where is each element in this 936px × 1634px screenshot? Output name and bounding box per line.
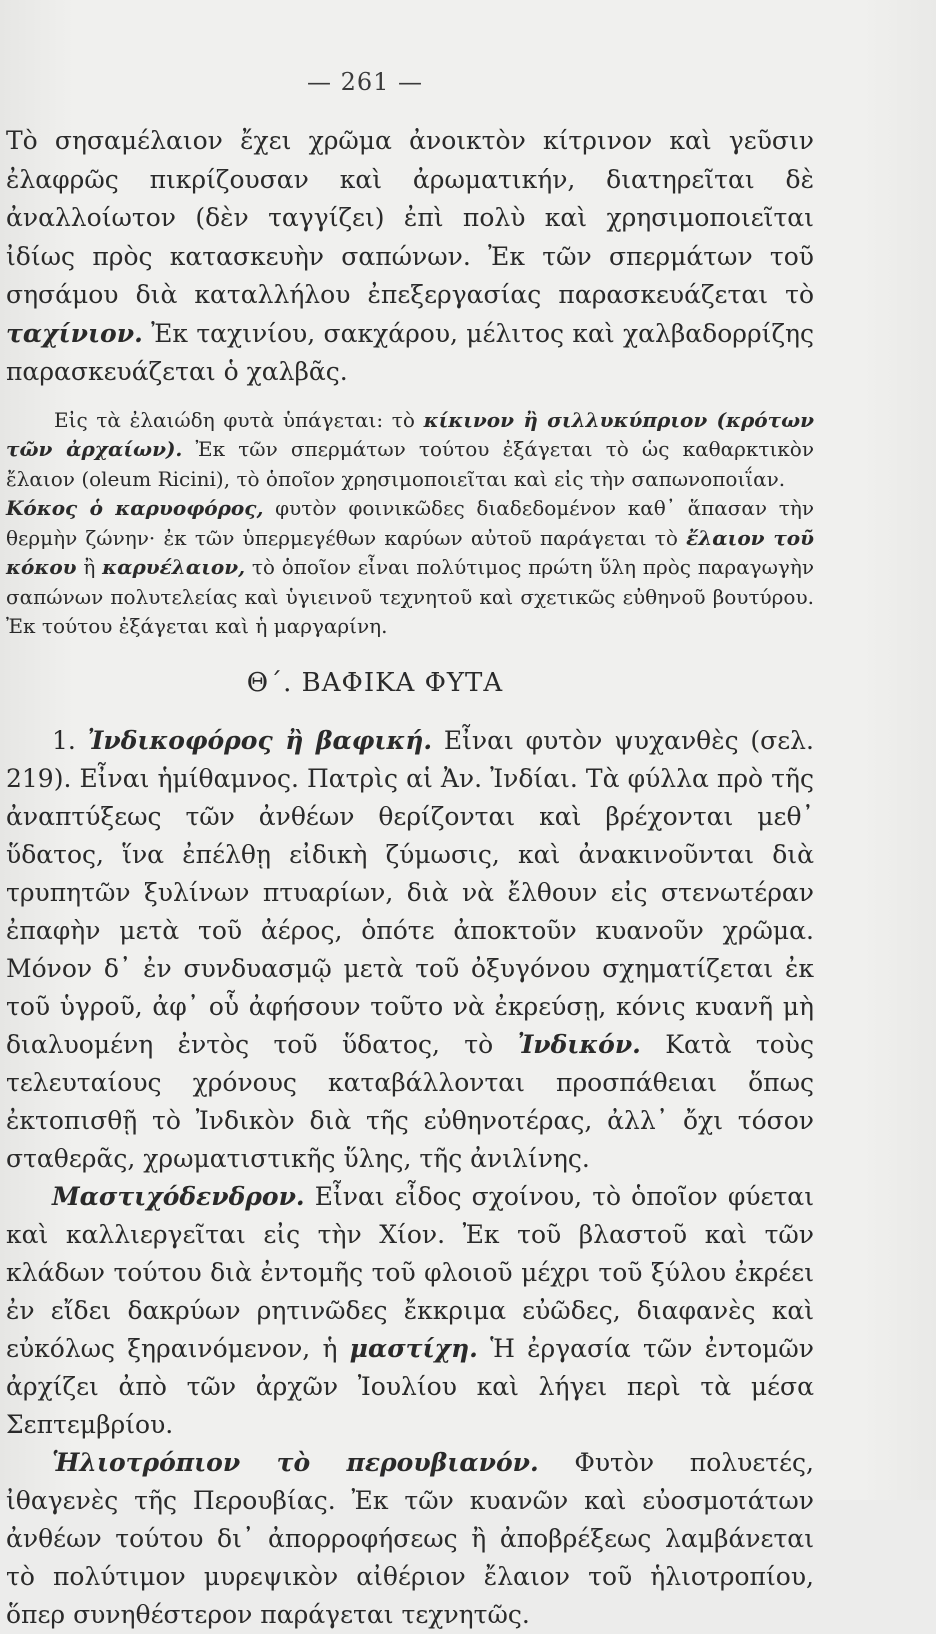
mastiche-term: μαστίχη. <box>349 1333 478 1363</box>
indigo-number: 1. <box>52 725 88 755</box>
oil-plants-lead: Εἰς τὰ ἐλαιώδη φυτὰ ὑπάγεται: τὸ <box>54 407 424 432</box>
indigo-paragraph <box>6 722 814 1178</box>
heliotrope-paragraph <box>6 1444 814 1634</box>
mastic-tail: Ἡ ἐργασία τῶν ἐντομῶν ἀρχίζει ἀπὸ τῶν ἀρχῶν Ἰουλίου καὶ λήγει περὶ τὰ μέσα Σεπτεμβρίου. <box>6 1333 814 1439</box>
ricinus-text: Ἐκ τῶν σπερμάτων τούτου ἐξάγεται τὸ ὡς καθαρκτικὸν ἔλαιον (oleum Ricini), τὸ ὁποῖον χρησιμοποιεῖται καὶ εἰς τὴν σαπωνοποιΐαν. <box>6 437 814 491</box>
sesame-section <box>6 122 814 392</box>
halva-text: Ἐκ ταχινίου, σακχάρου, μέλιτος καὶ χαλβαδορρίζης παρασκευάζεται ὁ χαλβᾶς. <box>6 318 814 386</box>
coconut-paragraph <box>6 494 814 642</box>
oil-plants-section <box>6 406 814 642</box>
coconut-oil-term: ἔλαιον τοῦ κόκου <box>6 525 814 579</box>
section-heading: Θ΄. ΒΑΦΙΚΑ ΦΥΤΑ <box>246 667 504 698</box>
page-number: — 261 — <box>306 68 424 96</box>
ricinus-paragraph <box>6 406 814 495</box>
page-content <box>6 122 814 1634</box>
tahini-term: ταχίνιον. <box>6 318 143 348</box>
heliotrope-text: Φυτὸν πολυετές, ἰθαγενὲς τῆς Περουβίας. Ἐκ τῶν κυανῶν καὶ εὐοσμοτάτων ἀνθέων τούτου δι᾽ ἀπορροφήσεως ἢ ἀποβρέξεως λαμβάνεται τὸ πολύτιμον μυρεψικὸν αἰθέριον ἔλαιον τοῦ ἡλιοτροπίου, ὅπερ συνηθέστερον παράγεται τεχνητῶς. <box>6 1447 814 1629</box>
coconut-tail: τὸ ὁποῖον εἶναι πολύτιμος πρώτη ὕλη πρὸς παραγωγὴν σαπώνων πολυτελείας καὶ ὑγιεινοῦ τεχνητοῦ καὶ σχετικῶς εὐθηνοῦ βουτύρου. Ἐκ τούτου ἐξάγεται καὶ ἡ μαργαρίνη. <box>6 555 814 638</box>
ricinus-term: κίκινον ἢ σιλλυκύπριον (κρότων τῶν ἀρχαίων). <box>6 407 814 461</box>
mastic-text: Εἶναι εἶδος σχοίνου, τὸ ὁποῖον φύεται καὶ καλλιεργεῖται εἰς τὴν Χίον. Ἐκ τοῦ βλαστοῦ καὶ τῶν κλάδων τούτου διὰ ἐντομῆς τοῦ φλοιοῦ μέχρι τοῦ ξύλου ἐκρέει ἐν εἴδει δακρύων ρητινῶδες ἔκκριμα εὐῶδες, διαφανὲς καὶ εὐκόλως ξηραινόμενον, ἡ <box>6 1181 814 1363</box>
sesame-oil-paragraph <box>6 122 814 392</box>
mastic-paragraph <box>6 1178 814 1444</box>
mastic-term: Μαστιχόδενδρον. <box>52 1181 305 1211</box>
heliotrope-term: Ἡλιοτρόπιον τὸ περουβιανόν. <box>52 1447 539 1477</box>
indikon-term: Ἰνδικόν. <box>517 1029 641 1059</box>
indigo-text: Εἶναι φυτὸν ψυχανθὲς (σελ. 219). Εἶναι ἡμίθαμνος. Πατρὶς αἱ Ἀν. Ἰνδίαι. Τὰ φύλλα πρὸ τῆς ἀναπτύξεως τῶν ἀνθέων θερίζονται καὶ βρέχονται μεθ᾽ ὕδατος, ἵνα ἐπέλθῃ εἰδικὴ ζύμωσις, καὶ ἀνακινοῦνται διὰ τρυπητῶν ξυλίνων πτυαρίων, διὰ νὰ ἔλθουν εἰς στενωτέραν ἐπαφὴν μετὰ τοῦ ἀέρος, ὁπότε ἀποκτοῦν κυανοῦν χρῶμα. Μόνον δ᾽ ἐν συνδυασμῷ μετὰ τοῦ ὀξυγόνου σχηματίζεται ἐκ τοῦ ὑγροῦ, ἀφ᾽ οὗ ἀφήσουν τοῦτο νὰ ἐκρεύσῃ, κόνις κυανῆ μὴ διαλυομένη ἐντὸς τοῦ ὕδατος, τὸ <box>6 725 814 1059</box>
dye-plants-section <box>6 722 814 1634</box>
indigo-tail: Κατὰ τοὺς τελευταίους χρόνους καταβάλλονται προσπάθειαι ὅπως ἐκτοπισθῇ τὸ Ἰνδικὸν διὰ τῆς εὐθηνοτέρας, ἀλλ᾽ ὄχι τόσον σταθερᾶς, χρωματιστικῆς ὕλης, τῆς ἀνιλίνης. <box>6 1029 815 1173</box>
karyelaion-term: καρυέλαιον, <box>102 555 246 579</box>
sesame-oil-text: Τὸ σησαμέλαιον ἔχει χρῶμα ἀνοικτὸν κίτρινον καὶ γεῦσιν ἐλαφρῶς πικρίζουσαν καὶ ἀρωματικήν, διατηρεῖται δὲ ἀναλλοίωτον (δὲν ταγγίζει) ἐπὶ πολὺ καὶ χρησιμοποιεῖται ἰδίως πρὸς κατασκευὴν σαπώνων. Ἐκ τῶν σπερμάτων τοῦ σησάμου διὰ καταλλήλου ἐπεξεργασίας παρασκευάζεται τὸ <box>6 126 814 309</box>
indigo-term: Ἰνδικοφόρος ἢ βαφική. <box>87 725 433 755</box>
coconut-or: ἢ <box>76 555 103 579</box>
coconut-term: Κόκος ὁ καρυοφόρος, <box>6 496 264 520</box>
coconut-text: φυτὸν φοινικῶδες διαδεδομένον καθ᾽ ἅπασαν τὴν θερμὴν ζώνην· ἐκ τῶν ὑπερμεγέθων καρύων αὐτοῦ παράγεται τὸ <box>6 496 814 550</box>
